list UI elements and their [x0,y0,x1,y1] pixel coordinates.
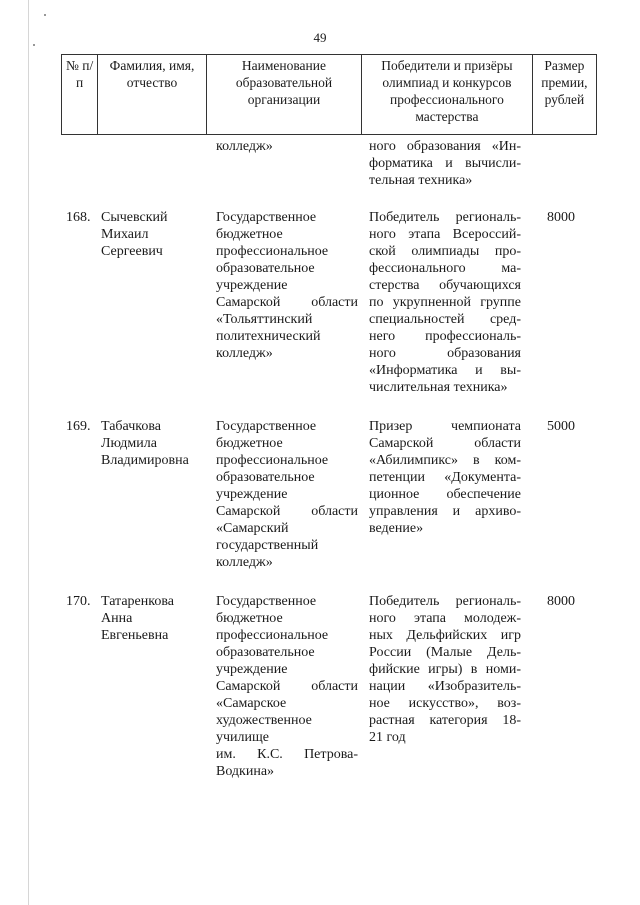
row-prize: 8000 [547,210,575,225]
row-prize: 5000 [547,419,575,434]
row-winners-line: растная категория 18- [369,713,521,728]
row-winners-line: специальностей сред- [369,312,521,327]
row-winners-line: ционное обеспечение [369,487,521,502]
row-org-line: учреждение [216,278,288,293]
row-prize: 8000 [547,594,575,609]
row-name-line: Табачкова [101,419,161,434]
row-org-line: Государственное [216,594,317,609]
row-org-line: политехнический [216,329,321,344]
row-winners-line: ных Дельфийских игр [369,628,521,643]
header-prize: Размер премии, рублей [532,55,596,135]
row-winners-line: Призер чемпионата [369,419,521,434]
header-winners: Победители и призёры олимпиад и конкурсов профессионального мастерства [362,55,533,135]
row-org-line: образовательное [216,645,315,660]
row-number: 169. [66,419,91,434]
row-name-line: Татаренкова [101,594,174,609]
row-winners-line: петенции «Документа- [369,470,521,485]
row-org-line: профессиональное [216,628,329,643]
row-org-line: профессиональное [216,453,329,468]
row-org-line: Самарской области [216,679,358,694]
scan-speck [44,14,46,16]
row-winners-line: ное искусство», воз- [369,696,521,711]
row-winners-line: 21 год [369,730,406,745]
row-winners-line: по укрупненной группе [369,295,521,310]
row-winners-line: фессионального ма- [369,261,521,276]
row-name-line: Сычевский [101,210,168,225]
row-org-line: Самарской области [216,504,358,519]
row-org-line: Государственное [216,419,317,434]
row-org-line: профессиональное [216,244,329,259]
row-org-line: бюджетное [216,436,283,451]
row-winners-line: России (Малые Дель- [369,645,521,660]
row-org-line: колледж» [216,346,273,361]
row-winners-line: него профессиональ- [369,329,521,344]
continuation-winners-line: тельная техника» [369,173,473,188]
row-winners-line: управления и архиво- [369,504,521,519]
row-org-line: бюджетное [216,611,283,626]
page-number: 49 [313,30,327,45]
row-org-line: образовательное [216,470,315,485]
row-winners-line: Победитель региональ- [369,210,521,225]
row-org-line: «Самарский [216,521,289,536]
row-winners-line: «Абилимпикс» в ком- [369,453,521,468]
scan-left-edge [28,0,29,905]
row-name-line: Сергеевич [101,244,163,259]
row-winners-line: ного этапа молодеж- [369,611,521,626]
row-winners-line: ведение» [369,521,424,536]
row-org-line: колледж» [216,555,273,570]
row-name-line: Людмила [101,436,157,451]
row-name-line: Владимировна [101,453,189,468]
row-org-line: «Самарское [216,696,287,711]
row-name-line: Михаил [101,227,149,242]
header-name: Фамилия, имя, отчество [98,55,207,135]
row-winners-line: «Информатика и вы- [369,363,521,378]
continuation-winners-line: форматика и вычисли- [369,156,521,171]
row-org-line: им. К.С. Петрова- [216,747,358,762]
row-winners-line: Самарской области [369,436,521,451]
row-org-line: государственный [216,538,319,553]
row-org-line: училище [216,730,270,745]
row-name-line: Евгеньевна [101,628,169,643]
row-name-line: Анна [101,611,133,626]
row-org-line: бюджетное [216,227,283,242]
row-org-line: образовательное [216,261,315,276]
row-org-line: художественное [216,713,312,728]
row-org-line: Государственное [216,210,317,225]
row-winners-line: стерства обучающихся [369,278,521,293]
row-org-line: учреждение [216,662,288,677]
row-winners-line: ской олимпиады про- [369,244,521,259]
row-winners-line: Победитель региональ- [369,594,521,609]
row-winners-line: ного образования [369,346,521,361]
header-num: № п/п [62,55,98,135]
row-winners-line: числительная техника» [369,380,508,395]
continuation-org: колледж» [216,139,273,154]
table-header [61,54,597,135]
row-org-line: Самарской области [216,295,358,310]
row-number: 170. [66,594,91,609]
row-org-line: «Тольяттинский [216,312,313,327]
row-org-line: Водкина» [216,764,275,779]
row-winners-line: нации «Изобразитель- [369,679,521,694]
continuation-winners-line: ного образования «Ин- [369,139,521,154]
row-winners-line: ного этапа Всероссий- [369,227,521,242]
row-org-line: учреждение [216,487,288,502]
row-number: 168. [66,210,91,225]
header-org: Наименование образовательной организации [206,55,361,135]
row-winners-line: фийские игры) в номи- [369,662,521,677]
